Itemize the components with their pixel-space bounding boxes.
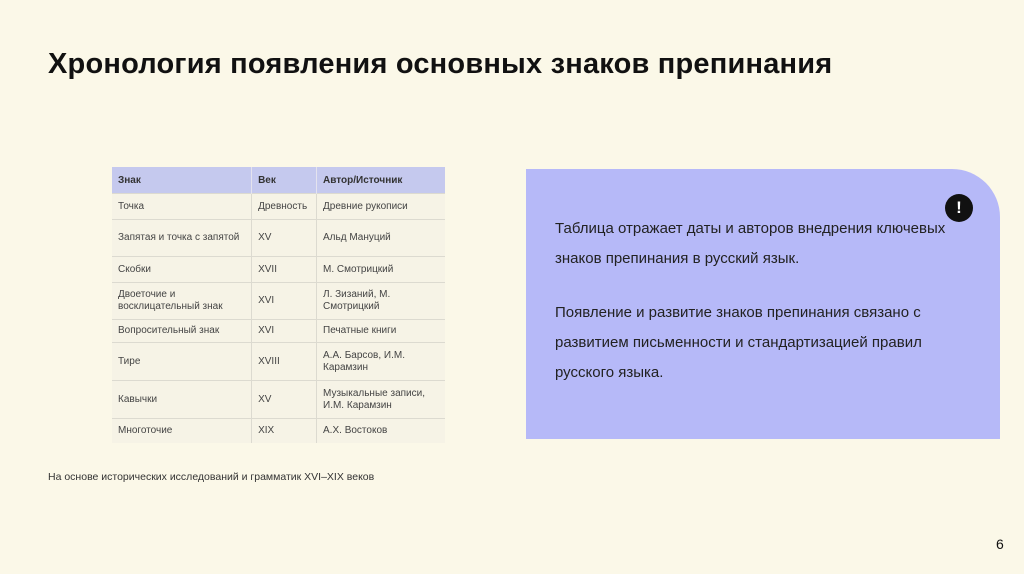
cell-century: XV	[252, 381, 317, 419]
callout-card	[526, 169, 1000, 439]
table-row	[112, 343, 445, 381]
table-row	[112, 194, 445, 220]
cell-century: XVIII	[252, 343, 317, 381]
punctuation-table	[112, 167, 445, 443]
cell-sign: Многоточие	[112, 419, 252, 443]
column-header-sign: Знак	[112, 167, 252, 194]
column-header-century: Век	[252, 167, 317, 194]
table-row	[112, 419, 445, 443]
callout-paragraph-2: Появление и развитие знаков препинания связано с развитием письменности и стандартизацией правил русского языка.	[555, 304, 922, 381]
cell-century: XVI	[252, 283, 317, 320]
cell-sign: Тире	[112, 343, 252, 381]
cell-source: Альд Мануций	[317, 220, 445, 257]
table-row	[112, 257, 445, 283]
cell-century: XIX	[252, 419, 317, 443]
cell-source: А.Х. Востоков	[317, 419, 445, 443]
page-number: 6	[996, 536, 1004, 552]
source-footnote: На основе исторических исследований и грамматик XVI–XIX веков	[48, 471, 375, 483]
callout-paragraph-1: Таблица отражает даты и авторов внедрения ключевых знаков препинания в русский язык.	[555, 220, 946, 267]
cell-century: Древность	[252, 194, 317, 220]
cell-source: Печатные книги	[317, 320, 445, 343]
table-row	[112, 320, 445, 343]
slide-title: Хронология появления основных знаков препинания	[48, 48, 833, 80]
callout-text	[555, 214, 975, 412]
table-row	[112, 283, 445, 320]
cell-sign: Запятая и точка с запятой	[112, 220, 252, 257]
cell-sign: Двоеточие и восклицательный знак	[112, 283, 252, 320]
cell-source: Музыкальные записи, И.М. Карамзин	[317, 381, 445, 419]
column-header-source: Автор/Источник	[317, 167, 445, 194]
cell-sign: Точка	[112, 194, 252, 220]
cell-century: XV	[252, 220, 317, 257]
table-header-row	[112, 167, 445, 194]
cell-source: Древние рукописи	[317, 194, 445, 220]
cell-century: XVI	[252, 320, 317, 343]
cell-source: А.А. Барсов, И.М. Карамзин	[317, 343, 445, 381]
table-row	[112, 220, 445, 257]
cell-sign: Кавычки	[112, 381, 252, 419]
cell-sign: Вопросительный знак	[112, 320, 252, 343]
exclamation-icon: !	[945, 194, 973, 222]
cell-source: М. Смотрицкий	[317, 257, 445, 283]
cell-source: Л. Зизаний, М. Смотрицкий	[317, 283, 445, 320]
table-row	[112, 381, 445, 419]
cell-sign: Скобки	[112, 257, 252, 283]
cell-century: XVII	[252, 257, 317, 283]
